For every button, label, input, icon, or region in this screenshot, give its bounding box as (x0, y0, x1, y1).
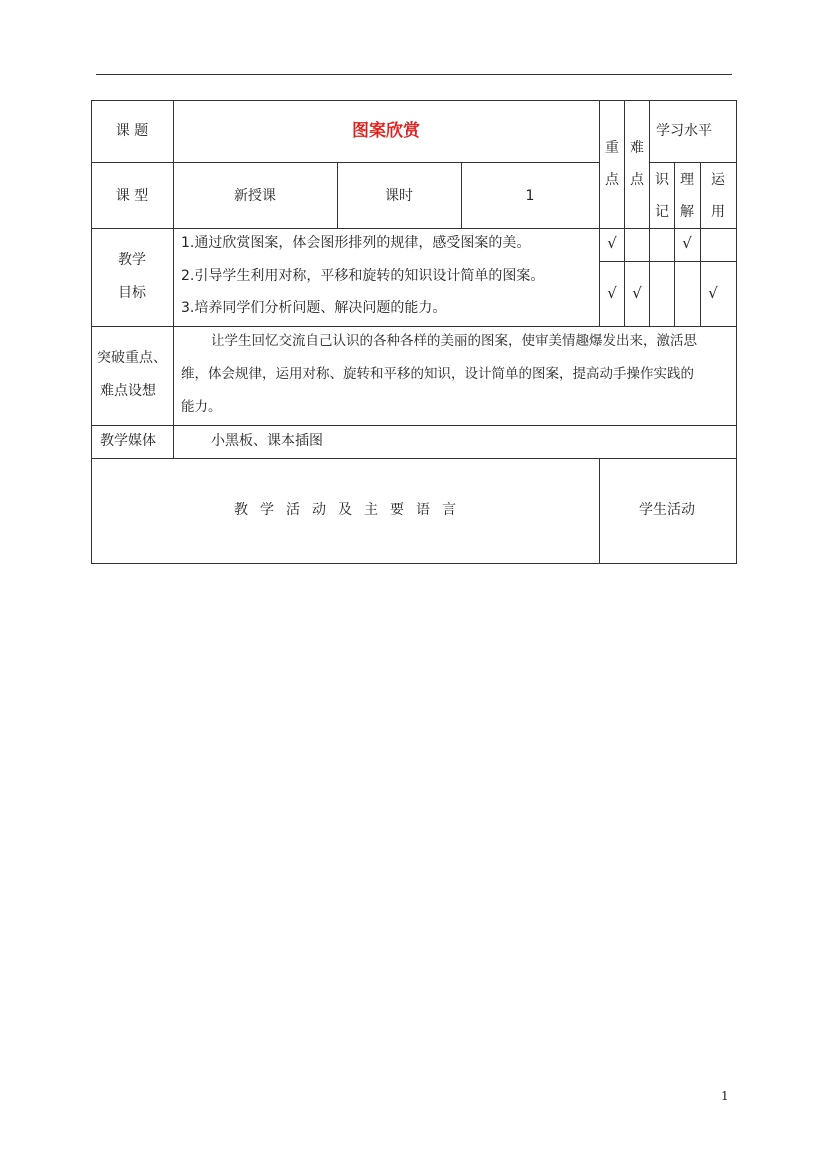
key-point-header: 重点 (605, 140, 619, 188)
goals-label-line1: 教学 (118, 252, 146, 268)
teaching-activities-header: 教学活动及主要语言 (234, 502, 468, 518)
col-divider (649, 100, 650, 326)
page-number: 1 (721, 1089, 729, 1103)
breakthrough-text-line: 维，体会规律，运用对称、旋转和平移的知识，设计简单的图案，提高动手操作实践的 (181, 366, 694, 382)
topic-label: 课 题 (115, 123, 149, 139)
row-divider (91, 228, 737, 229)
learning-level-header: 学习水平 (656, 123, 712, 139)
goal-item: 3.培养同学们分析问题、解决问题的能力。 (181, 300, 447, 316)
col-divider (700, 162, 701, 326)
col-divider (674, 162, 675, 326)
media-label: 教学媒体 (100, 433, 156, 449)
col-divider (624, 100, 625, 326)
understand-header: 理解 (680, 172, 694, 220)
row-divider (91, 458, 737, 459)
lesson-type-label: 课 型 (115, 188, 149, 204)
difficult-point-header: 难点 (630, 140, 644, 188)
breakthrough-text-line: 让学生回忆交流自己认识的各种各样的美丽的图案，使审美情趣爆发出来，激活思 (211, 333, 697, 349)
row-divider (649, 162, 737, 163)
check-mark: √ (607, 234, 617, 252)
goal-item: 2.引导学生利用对称，平移和旋转的知识设计简单的图案。 (181, 268, 545, 284)
check-mark: √ (607, 284, 617, 302)
col-divider (599, 100, 600, 326)
row-divider (91, 425, 737, 426)
check-mark: √ (632, 284, 642, 302)
breakthrough-label-line1: 突破重点、 (97, 350, 167, 366)
lesson-type-value: 新授课 (234, 188, 276, 204)
goals-label-line2: 目标 (118, 285, 146, 301)
row-divider (599, 261, 737, 262)
col-divider (173, 100, 174, 458)
col-divider (337, 162, 338, 228)
col-divider (461, 162, 462, 228)
goal-item: 1.通过欣赏图案，体会图形排列的规律，感受图案的美。 (181, 235, 531, 251)
period-value: 1 (525, 188, 535, 204)
row-divider (91, 326, 737, 327)
header-rule (96, 74, 732, 75)
breakthrough-text-line: 能力。 (181, 399, 222, 415)
apply-header: 运用 (711, 172, 725, 220)
breakthrough-label-line2: 难点设想 (100, 383, 156, 399)
period-label: 课时 (385, 188, 413, 204)
check-mark: √ (682, 234, 692, 252)
col-divider (599, 458, 600, 564)
check-mark: √ (708, 284, 718, 302)
recall-header: 识记 (655, 172, 669, 220)
student-activities-header: 学生活动 (639, 502, 695, 518)
topic-title: 图案欣赏 (352, 121, 420, 141)
row-divider (91, 162, 599, 163)
media-value: 小黑板、课本插图 (211, 433, 323, 449)
